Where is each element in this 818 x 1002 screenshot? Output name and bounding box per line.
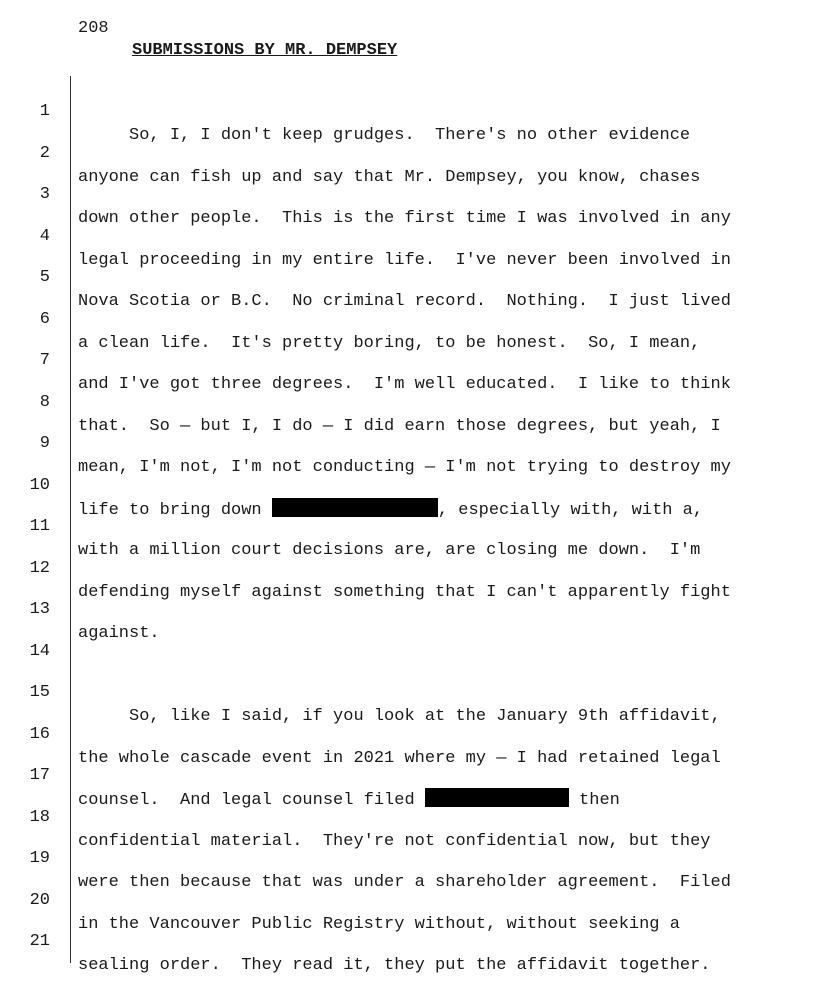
line-number: 5	[39, 268, 50, 287]
transcript-line	[0, 159, 818, 228]
transcript-line	[0, 325, 818, 394]
line-text: and I've got three degrees. I'm well educated. I like to think	[78, 375, 731, 394]
line-text: legal proceeding in my entire life. I've never been involved in	[78, 251, 731, 270]
page-number: 208	[78, 19, 109, 38]
line-number: 15	[29, 683, 50, 702]
line-number: 18	[29, 808, 50, 827]
line-number: 9	[39, 434, 50, 453]
line-number: 20	[29, 891, 50, 910]
line-text: confidential material. They're not confidential now, but they	[78, 832, 711, 851]
line-text: mean, I'm not, I'm not conducting — I'm not trying to destroy my	[78, 458, 731, 477]
transcript-line	[0, 906, 818, 975]
line-text-before-redaction: life to bring down	[78, 501, 272, 520]
transcript-line	[0, 491, 818, 560]
transcript-line	[0, 699, 818, 768]
line-number: 2	[39, 144, 50, 163]
line-number: 11	[29, 517, 50, 536]
line-text: the whole cascade event in 2021 where my — I had retained legal	[78, 749, 721, 768]
line-text: in the Vancouver Public Registry without, without seeking a	[78, 915, 680, 934]
transcript-line	[0, 616, 818, 661]
line-number: 12	[29, 559, 50, 578]
transcript-line	[0, 201, 818, 270]
section-heading: SUBMISSIONS BY MR. DEMPSEY	[132, 41, 398, 60]
line-number: 8	[39, 393, 50, 412]
line-text: with a million court decisions are, are closing me down. I'm	[78, 541, 701, 560]
line-number: 16	[29, 725, 50, 744]
transcript-line	[0, 450, 818, 520]
line-number: 10	[29, 476, 50, 495]
line-number: 7	[39, 351, 50, 370]
line-text-after-redaction: then	[568, 791, 620, 810]
transcript-line	[0, 823, 818, 892]
transcript-line	[0, 76, 818, 145]
line-number: 4	[39, 227, 50, 246]
line-number: 17	[29, 766, 50, 785]
line-text-after-redaction: , especially with, with a,	[437, 501, 704, 520]
line-text: defending myself against something that I can't apparently fight	[78, 583, 731, 602]
transcript-line	[0, 118, 818, 187]
line-text: were then because that was under a shareholder agreement. Filed	[78, 873, 731, 892]
line-number: 1	[39, 102, 50, 121]
transcript-line	[0, 367, 818, 436]
line-text: a clean life. It's pretty boring, to be honest. So, I mean,	[78, 334, 701, 353]
transcript-line	[0, 740, 818, 810]
line-number: 21	[29, 932, 50, 951]
line-text: anyone can fish up and say that Mr. Dempsey, you know, chases	[78, 168, 701, 187]
line-text: sealing order. They read it, they put the affidavit together.	[78, 956, 711, 975]
transcript-line	[0, 242, 818, 311]
transcript-line	[0, 782, 818, 851]
line-text-before-redaction: counsel. And legal counsel filed	[78, 791, 425, 810]
line-number: 13	[29, 600, 50, 619]
transcript-line	[0, 865, 818, 934]
line-text: So, like I said, if you look at the January 9th affidavit,	[78, 707, 721, 726]
line-text: So, I, I don't keep grudges. There's no other evidence	[78, 126, 691, 145]
line-number: 6	[39, 310, 50, 329]
line-number: 14	[29, 642, 50, 661]
line-text: that. So — but I, I do — I did earn those degrees, but yeah, I	[78, 417, 721, 436]
line-text: Nova Scotia or B.C. No criminal record. Nothing. I just lived	[78, 292, 731, 311]
line-text: against.	[78, 624, 160, 643]
transcript-line	[0, 408, 818, 477]
transcript-line	[0, 574, 818, 643]
transcript-line	[0, 657, 818, 726]
transcript-line	[0, 284, 818, 353]
line-number: 3	[39, 185, 50, 204]
transcript-line	[0, 533, 818, 602]
line-number: 19	[29, 849, 50, 868]
line-text: down other people. This is the first time I was involved in any	[78, 209, 731, 228]
